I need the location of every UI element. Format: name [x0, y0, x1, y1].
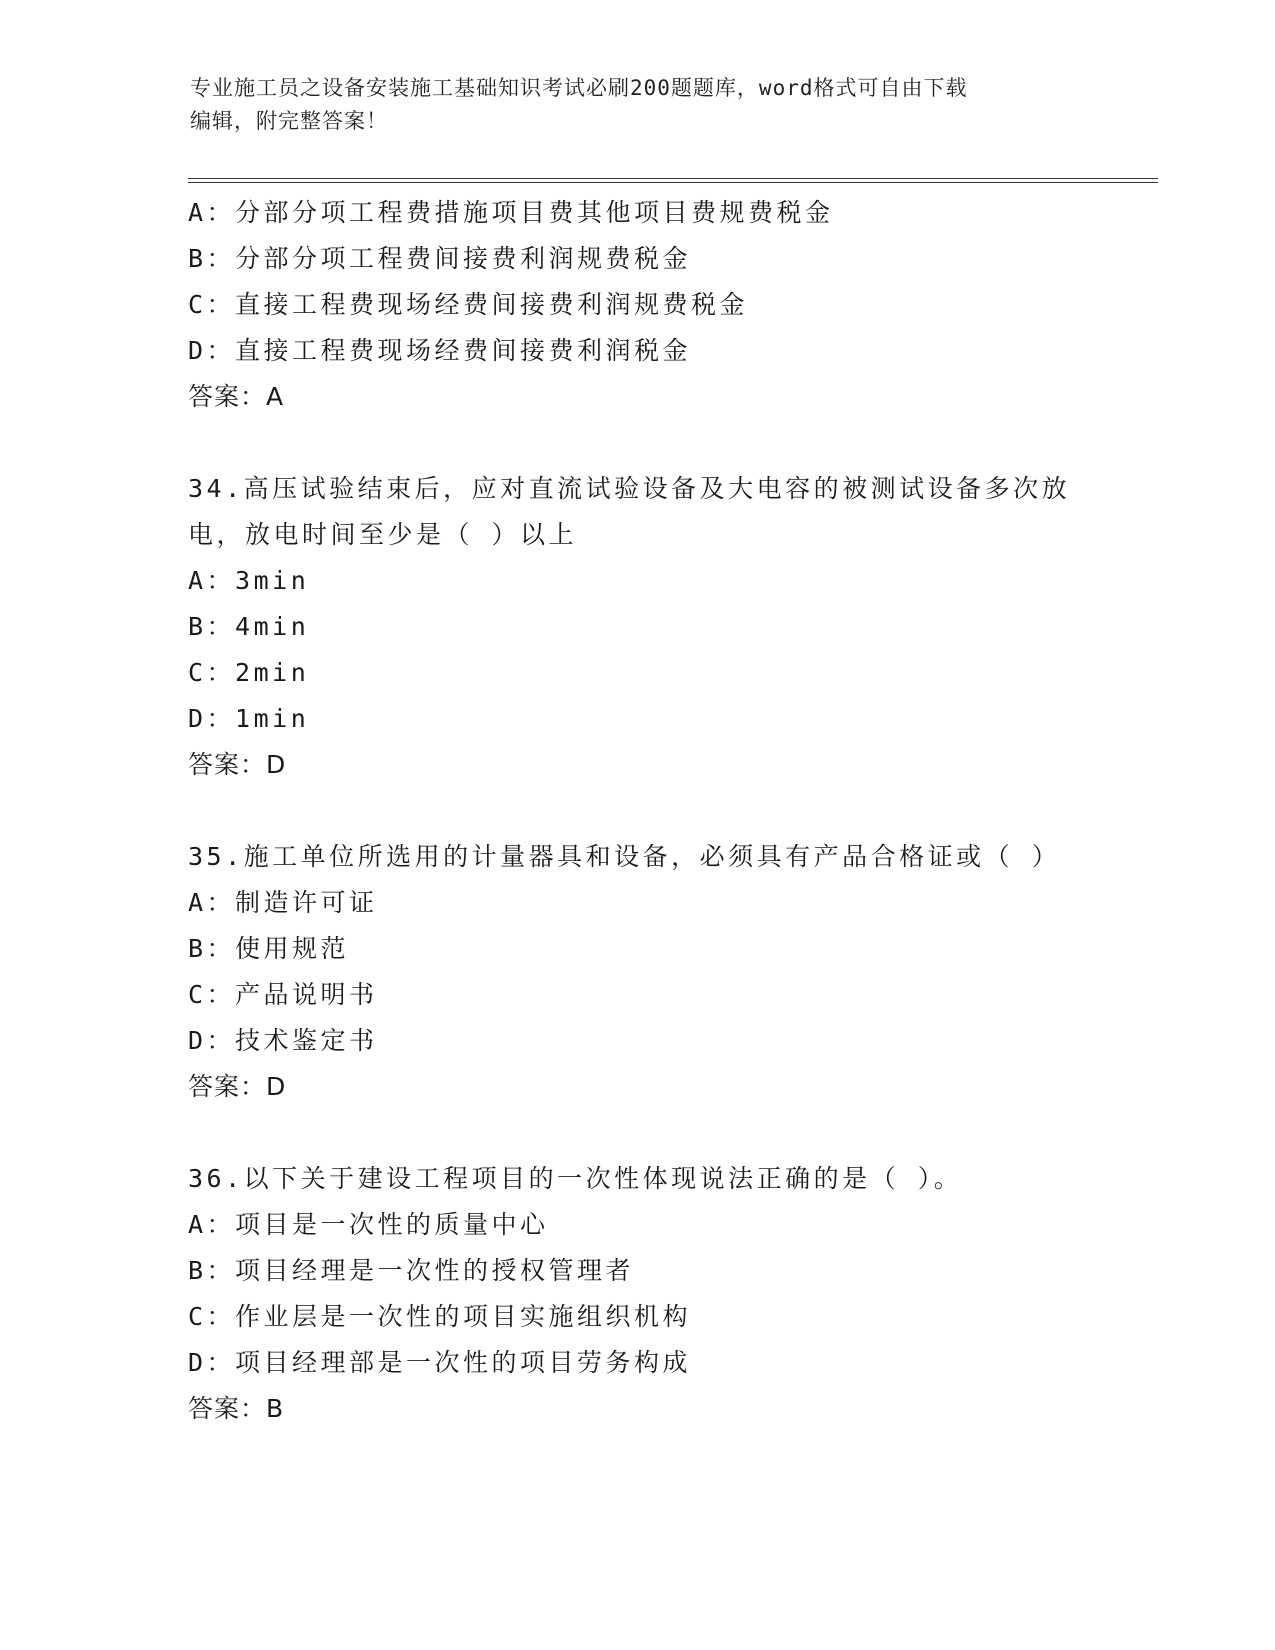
option-d: D：项目经理部是一次性的项目劳务构成: [188, 1348, 692, 1377]
option-b: B：分部分项工程费间接费利润规费税金: [188, 244, 692, 273]
option-b: B：项目经理是一次性的授权管理者: [188, 1256, 635, 1285]
answer: 答案：D: [188, 750, 287, 779]
question-text-line-1: 36.以下关于建设工程项目的一次性体现说法正确的是（ ）。: [188, 1164, 963, 1193]
option-d: D：直接工程费现场经费间接费利润税金: [188, 336, 692, 365]
option-c: C：2min: [188, 658, 310, 687]
spacer: [188, 788, 1148, 834]
question-33: [188, 190, 1148, 420]
option-c: C：作业层是一次性的项目实施组织机构: [188, 1302, 692, 1331]
option-a: A：项目是一次性的质量中心: [188, 1210, 549, 1239]
header-title-line-1: 专业施工员之设备安装施工基础知识考试必刷200题题库，word格式可自由下载: [190, 76, 968, 100]
option-c: C：产品说明书: [188, 980, 378, 1009]
option-d: D：1min: [188, 704, 310, 733]
option-a: A：3min: [188, 566, 310, 595]
answer: 答案：A: [188, 382, 285, 411]
question-35: [188, 834, 1148, 1110]
answer: 答案：D: [188, 1072, 287, 1101]
option-a: A：分部分项工程费措施项目费其他项目费规费税金: [188, 198, 834, 227]
header-title-line-2: 编辑，附完整答案！: [190, 109, 388, 133]
question-text-line-1: 35.施工单位所选用的计量器具和设备，必须具有产品合格证或（ ）: [188, 842, 1061, 871]
option-d: D：技术鉴定书: [188, 1026, 378, 1055]
option-a: A：制造许可证: [188, 888, 378, 917]
question-text-line-1: 34.高压试验结束后，应对直流试验设备及大电容的被测试设备多次放: [188, 474, 1071, 503]
header-divider: [188, 178, 1158, 183]
question-34: [188, 466, 1148, 788]
question-36: [188, 1156, 1148, 1432]
question-list: [188, 190, 1148, 1432]
question-text-line-2: 电，放电时间至少是（ ）以上: [188, 520, 578, 549]
spacer: [188, 1110, 1148, 1156]
option-b: B：4min: [188, 612, 310, 641]
document-header: [190, 72, 1090, 138]
option-b: B：使用规范: [188, 934, 350, 963]
spacer: [188, 420, 1148, 466]
option-c: C：直接工程费现场经费间接费利润规费税金: [188, 290, 749, 319]
answer: 答案：B: [188, 1394, 285, 1423]
